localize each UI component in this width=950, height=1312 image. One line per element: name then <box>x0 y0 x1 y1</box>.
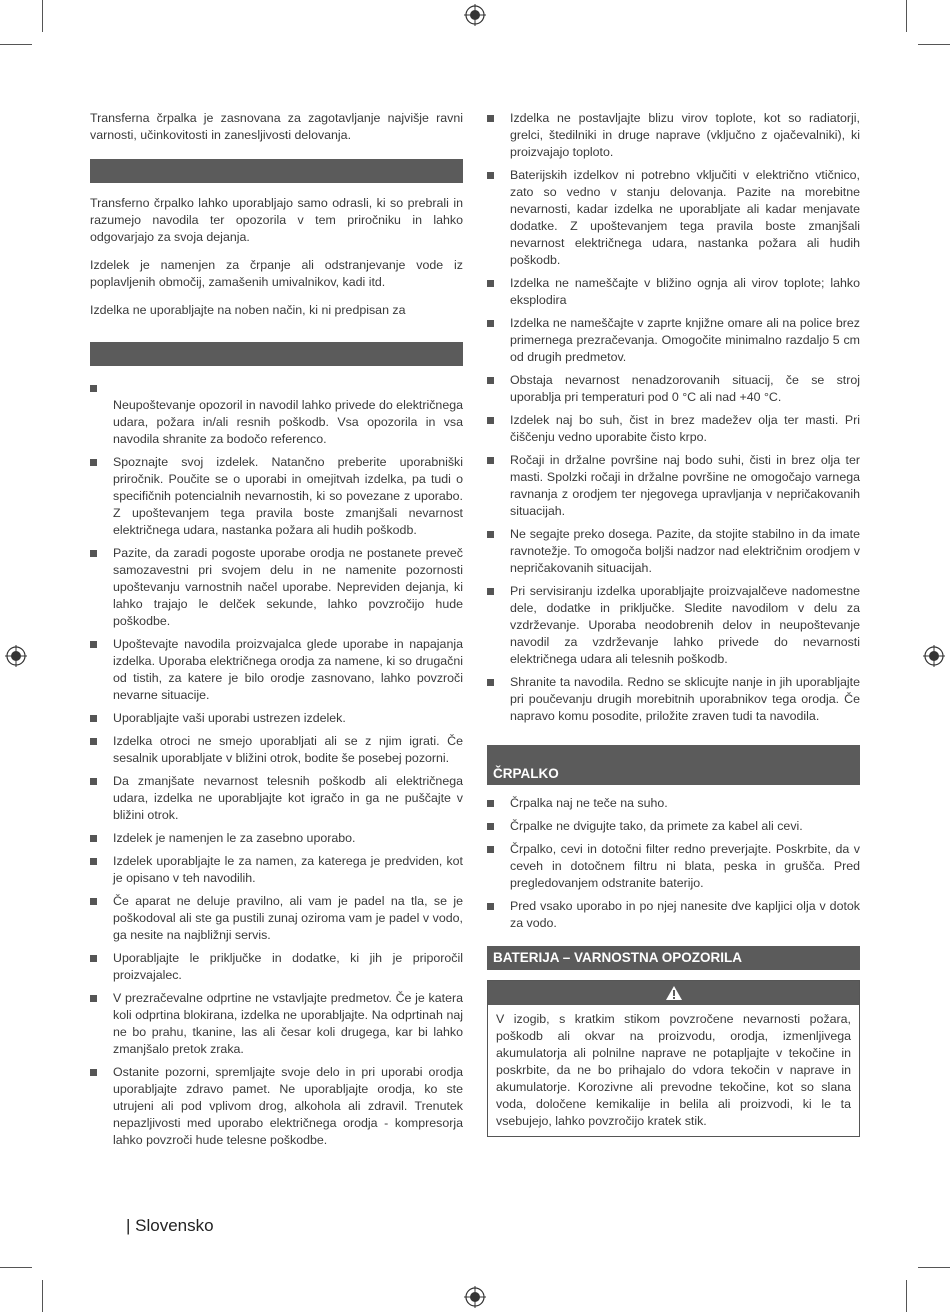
crop-mark <box>0 44 32 45</box>
registration-mark-icon <box>464 4 486 26</box>
list-item-text: Pred vsako uporabo in po njej nanesite dve kapljici olja v dotok za vodo. <box>510 899 860 930</box>
list-item <box>487 315 860 366</box>
list-item <box>90 950 463 984</box>
list-item <box>487 452 860 520</box>
list-item-text: Ostanite pozorni, spremljajte svoje delo in pri uporabi orodja uporabljajte zdravo pamet. Ne uporabljajte orodja, ko ste utrujeni ali pod vplivom drog, alkohola ali zdravil. Trenutek nepazljivosti med uporabo električnega orodja - kompresorja lahko povzroči hude telesne poškodbe. <box>113 1065 463 1147</box>
usage-paragraph: Izdelek je namenjen za črpanje ali odstranjevanje vode iz poplavljenih območij, zamašenih umivalnikov, kadi itd. <box>90 258 463 289</box>
list-item-text: Izdelek naj bo suh, čist in brez madežev olja ter masti. Pri čiščenju vedno uporabite čisto krpo. <box>510 413 860 444</box>
crop-mark <box>0 1267 32 1268</box>
registration-mark-icon <box>5 645 27 667</box>
crop-mark <box>42 1280 43 1312</box>
battery-section-heading-text: BATERIJA – VARNOSTNA OPOZORILA <box>493 950 743 965</box>
list-item <box>487 674 860 725</box>
list-item <box>90 710 463 727</box>
crop-mark <box>918 1267 950 1268</box>
usage-paragraph: Izdelka ne uporabljajte na noben način, ki ni predpisan za <box>90 303 406 317</box>
list-item <box>90 830 463 847</box>
crop-mark <box>918 44 950 45</box>
list-item-text: Izdelek je namenjen le za zasebno uporabo. <box>113 831 356 845</box>
list-item <box>487 167 860 269</box>
right-column <box>487 110 860 1137</box>
list-item <box>90 893 463 944</box>
pump-list <box>487 795 860 932</box>
list-item-text: Črpalka naj ne teče na suho. <box>510 796 668 810</box>
warning-triangle-icon <box>665 985 683 1001</box>
list-item <box>487 898 860 932</box>
list-item-text: Spoznajte svoj izdelek. Natančno preberite uporabniški priročnik. Poučite se o uporabi in omejitvah izdelka, pa tudi o specifičnih potencialnih nevarnostih, ki so povezane z uporabo. Z upoštevanjem tega pravila boste zmanjšali nevarnost električnega udara, nastanka požara ali hudih poškodb. <box>113 455 463 537</box>
list-item-text: Izdelka otroci ne smejo uporabljati ali se z njim igrati. Če sesalnik uporabljate v bližini otrok, bodite še posebej pozorni. <box>113 734 463 765</box>
left-column <box>90 110 463 1155</box>
list-item-text: Obstaja nevarnost nenadzorovanih situacij, če se stroj uporablja pri temperaturi pod 0 °C ali nad +40 °C. <box>510 373 860 404</box>
list-item <box>90 1064 463 1149</box>
list-item-text: Upoštevajte navodila proizvajalca glede uporabe in napajanja izdelka. Uporaba električnega orodja za namene, ki so drugačni od tistih, za katere je bilo orodje zasnovano, lahko povzroči nevarne situacije. <box>113 637 463 702</box>
pump-section-heading-text: ČRPALKO <box>493 766 559 781</box>
list-item-text: Črpalko, cevi in dotočni filter redno preverjajte. Poskrbite, da v ceveh in dotočnem filtru ni blata, peska in grušča. Pred pregledovanjem odstranite baterijo. <box>510 842 860 890</box>
list-item <box>90 990 463 1058</box>
warning-box <box>487 980 860 1137</box>
registration-mark-icon <box>923 645 945 667</box>
list-item <box>487 818 860 835</box>
battery-section-heading <box>487 946 860 970</box>
list-item <box>90 454 463 539</box>
list-item-text: Izdelka ne nameščajte v zaprte knjižne omare ali na police brez primernega prezračevanja. Omogočite minimalno razdaljo 5 cm od drugih predmetov. <box>510 316 860 364</box>
list-item-text: Če aparat ne deluje pravilno, ali vam je padel na tla, se je poškodoval ali ste ga pustili zunaj oziroma vam je padel v vodo, ga nesite na najbližnji servis. <box>113 894 463 942</box>
list-item <box>487 110 860 161</box>
list-item <box>487 795 860 812</box>
list-item-text: V prezračevalne odprtine ne vstavljajte predmetov. Če je katera koli odprtina blokirana, izdelka ne uporabljajte. Na odprtinah naj ne bo prahu, tkanine, las ali česar koli drugega, kar bi lahko zmanjšalo pretok zraka. <box>113 991 463 1056</box>
list-item-text: Da zmanjšate nevarnost telesnih poškodb ali električnega udara, izdelka ne uporabljajte kot igračo in ga ne puščajte v bližini otrok. <box>113 774 463 822</box>
crop-mark <box>906 1280 907 1312</box>
crop-mark <box>906 0 907 32</box>
list-item <box>487 526 860 577</box>
usage-paragraph: Transferno črpalko lahko uporabljajo samo odrasli, ki so prebrali in razumejo navodila ter opozorila v tem priročniku in lahko odgovarjajo za svoja dejanja. <box>90 196 463 244</box>
list-item <box>487 275 860 309</box>
list-item <box>90 733 463 767</box>
list-item-text: Pri servisiranju izdelka uporabljajte proizvajalčeve nadomestne dele, dodatke in priključke. Sledite navodilom v delu za vzdrževanje. Uporaba neodobrenih delov in neupoštevanje navodil za vzdrževanje lahko privede do nevarnosti električnega udara ali telesnih poškodb. <box>510 584 860 666</box>
list-item <box>90 853 463 887</box>
list-item <box>487 583 860 668</box>
warning-text: V izogib, s kratkim stikom povzročene nevarnosti požara, poškodb ali okvar na proizvodu, orodja, izmenljivega akumulatorja ali polnilne naprave ne potapljajte v tekočine in poskrbite, da ne bo prihajalo do vdora tekočin v naprave in akumulatorje. Korozivne ali prevodne tekočine, kot so slana voda, določene kemikalije in belila ali proizvodi, ki le ta vsebujejo, lahko povzročijo kratek stik. <box>496 1012 851 1128</box>
list-item-text: Ne segajte preko dosega. Pazite, da stojite stabilno in da imate ravnotežje. To omogoča boljši nadzor nad električnim orodjem v nepričakovanih situacijah. <box>510 527 860 575</box>
list-item-text: Izdelka ne nameščajte v bližino ognja ali virov toplote; lahko eksplodira <box>510 276 860 307</box>
list-item <box>90 636 463 704</box>
list-item-text: Shranite ta navodila. Redno se sklicujte nanje in jih uporabljajte pri poučevanju drugih morebitnih uporabnikov tega orodja. Če napravo komu posodite, priložite zraven tudi ta navodila. <box>510 675 860 723</box>
section-bar <box>90 342 463 366</box>
list-item <box>90 773 463 824</box>
safety-list <box>90 380 463 1149</box>
list-item-text: Ročaji in držalne površine naj bodo suhi, čisti in brez olja ter masti. Spolzki ročaji in držalne površine ne omogočajo varnega ravnanja z orodjem ter njegovega upravljanja v nepričakovanih situacijah. <box>510 453 860 518</box>
list-item <box>487 412 860 446</box>
list-item <box>90 545 463 630</box>
registration-mark-icon <box>464 1286 486 1308</box>
list-item-text: Pazite, da zaradi pogoste uporabe orodja ne postanete preveč samozavestni pri svojem delu in ne namenite pozornosti upoštevanju varnostnih načel uporabe. Nepreviden dejanja, ki lahko trajajo le delček sekunde, lahko povzročijo hude poškodbe. <box>113 546 463 628</box>
list-item <box>487 372 860 406</box>
safety-list-continued <box>487 110 860 725</box>
list-item-text: Neupoštevanje opozoril in navodil lahko privede do električnega udara, požara in/ali resnih poškodb. Vsa opozorila in vsa navodila shranite za bodočo referenco. <box>113 398 463 446</box>
list-item-text: Uporabljajte vaši uporabi ustrezen izdelek. <box>113 711 346 725</box>
crop-mark <box>42 0 43 32</box>
list-item-text: Uporabljajte le priključke in dodatke, ki jih je priporočil proizvajalec. <box>113 951 463 982</box>
list-item-text: Baterijskih izdelkov ni potrebno vključiti v električno vtičnico, zato so vedno v stanju delovanja. Pazite na morebitne nevarnosti, kadar izdelka ne uporabljate ali kadar menjavate dodatke. Z upoštevanjem tega pravila boste zmanjšali nevarnost električnega udara, nastanka požara ali hudih poškodb. <box>510 168 860 267</box>
list-item-text: Izdelka ne postavljajte blizu virov toplote, kot so radiatorji, grelci, štedilniki in druge naprave (vključno z ojačevalniki), ki proizvajajo toploto. <box>510 111 860 159</box>
page-footer-language: | Slovensko <box>126 1216 214 1235</box>
list-item <box>487 841 860 892</box>
list-item-text: Izdelek uporabljajte le za namen, za katerega je predviden, kot je opisano v teh navodilih. <box>113 854 463 885</box>
warning-header <box>488 981 859 1005</box>
intro-paragraph: Transferna črpalka je zasnovana za zagotavljanje najvišje ravni varnosti, učinkovitosti in zanesljivosti delovanja. <box>90 111 463 142</box>
list-item-text: Črpalke ne dvigujte tako, da primete za kabel ali cevi. <box>510 819 803 833</box>
list-item <box>90 380 463 448</box>
section-bar <box>90 159 463 183</box>
pump-section-heading <box>487 745 860 785</box>
